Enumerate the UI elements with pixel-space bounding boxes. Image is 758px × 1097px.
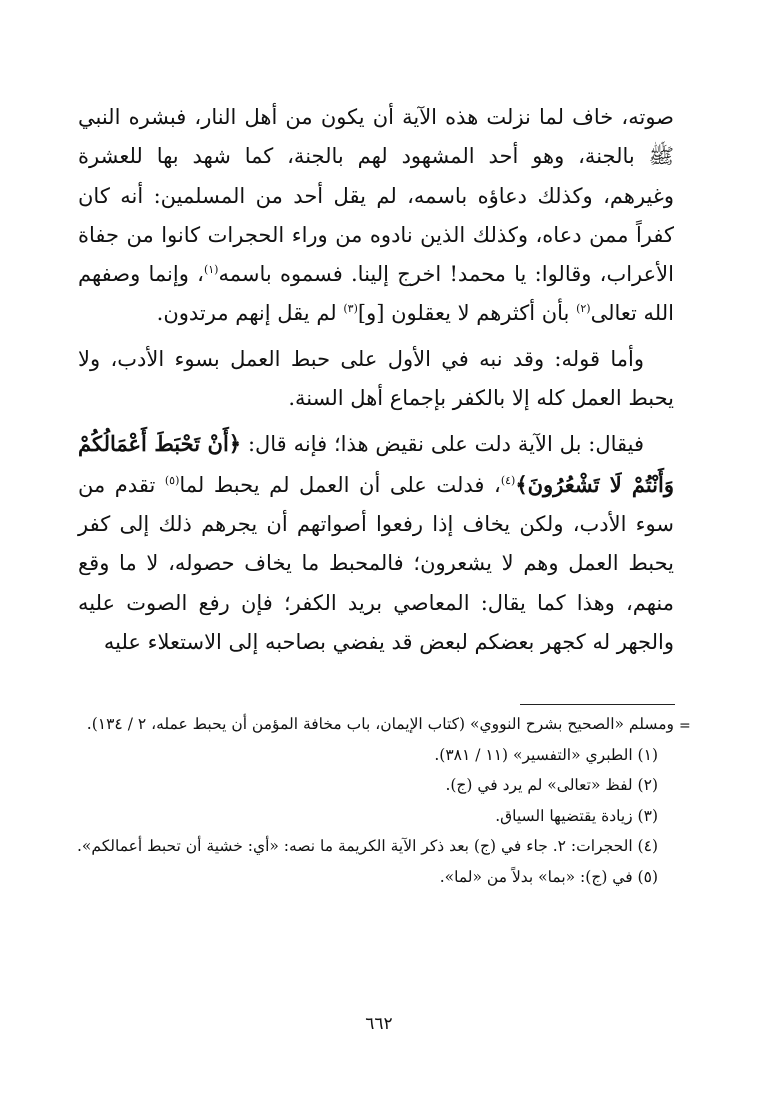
footnote-ref-1: (١)	[203, 263, 219, 277]
footnote-ref-2: (٢)	[576, 302, 591, 316]
paragraph-1: صوته، خاف لما نزلت هذه الآية أن يكون من أهل النار، فبشره النبي ﷺ بالجنة، وهو أحد المشهود لهم بالجنة، كما شهد بها للعشرة وغيرهم، وكذلك دعاؤه باسمه، لم يقل أحد من المسلمين: أنه كان كفراً ممن دعاه، وكذلك الذين نادوه من وراء الحجرات كانوا من جفاة الأعراب، وقالوا: يا محمد! اخرج إلينا. فسموه باسمه$^{(١)}$، وإنما وصفهم الله تعالى$^{(٢)}$ بأن أكثرهم لا يعقلون [و]$^{(٣)}$ لم يقل إنهم مرتدون.	[78, 105, 674, 326]
paragraph-2: وأما قوله: وقد نبه في الأول على حبط العمل بسوء الأدب، ولا يحبط العمل كله إلا بالكفر بإجماع أهل السنة.	[78, 346, 674, 411]
footnote-4: (٤) الحجرات: ٢. جاء في (ج) بعد ذكر الآية الكريمة ما نصه: «أي: خشية أن تحبط أعمالكم».	[76, 837, 658, 855]
footnote-2: (٢) لفظ «تعالى» لم يرد في (ج).	[445, 776, 658, 794]
footnotes	[76, 709, 674, 892]
footnote-5: (٥) في (ج): «بما» بدلاً من «لما».	[439, 867, 658, 886]
quran-verse: ﴿أَنْ تَحْبَطَ أَعْمَالُكُمْ وَأَنْتُمْ لَا تَشْعُرُونَ﴾	[78, 431, 674, 497]
footnote-1: (١) الطبري «التفسير» (١١ / ٣٨١).	[434, 745, 658, 764]
paragraph-3: فيقال: بل الآية دلت على نقيض هذا؛ فإنه قال: ﴿أَنْ تَحْبَطَ أَعْمَالُكُمْ وَأَنْتُمْ لَا تَشْعُرُونَ﴾$^{(٤)}$، فدلت على أن العمل لم يحبط لما$^{(٥)}$ تقدم من سوء الأدب، ولكن يخاف إذا رفعوا أصواتهم أن يجرهم ذلك إلى كفر يحبط العمل وهم لا يشعرون؛ فالمحبط ما يخاف حصوله، لا ما وقع منهم، وهذا كما يقال: المعاصي بريد الكفر؛ فإن رفع الصوت عليه والجهر له كجهر بعضكم لبعض قد يفضي بصاحبه إلى الاستعلاء عليه	[78, 431, 674, 654]
footnote-3: (٣) زيادة يقتضيها السياق.	[495, 806, 658, 825]
footnote-ref-4: (٤)	[500, 473, 516, 487]
main-text	[78, 98, 674, 662]
footnote-ref-5: (٥)	[164, 473, 180, 487]
footnote-ref-3: (٣)	[343, 302, 358, 316]
footnote-separator	[520, 704, 675, 705]
footnote-continuation-mark: =	[679, 718, 691, 734]
page-number: ٦٦٢	[365, 1014, 393, 1034]
footnote-continuation: ومسلم «الصحيح بشرح النووي» (كتاب الإيمان، باب مخافة المؤمن أن يحبط عمله، ٢ / ١٣٤).	[86, 715, 674, 733]
